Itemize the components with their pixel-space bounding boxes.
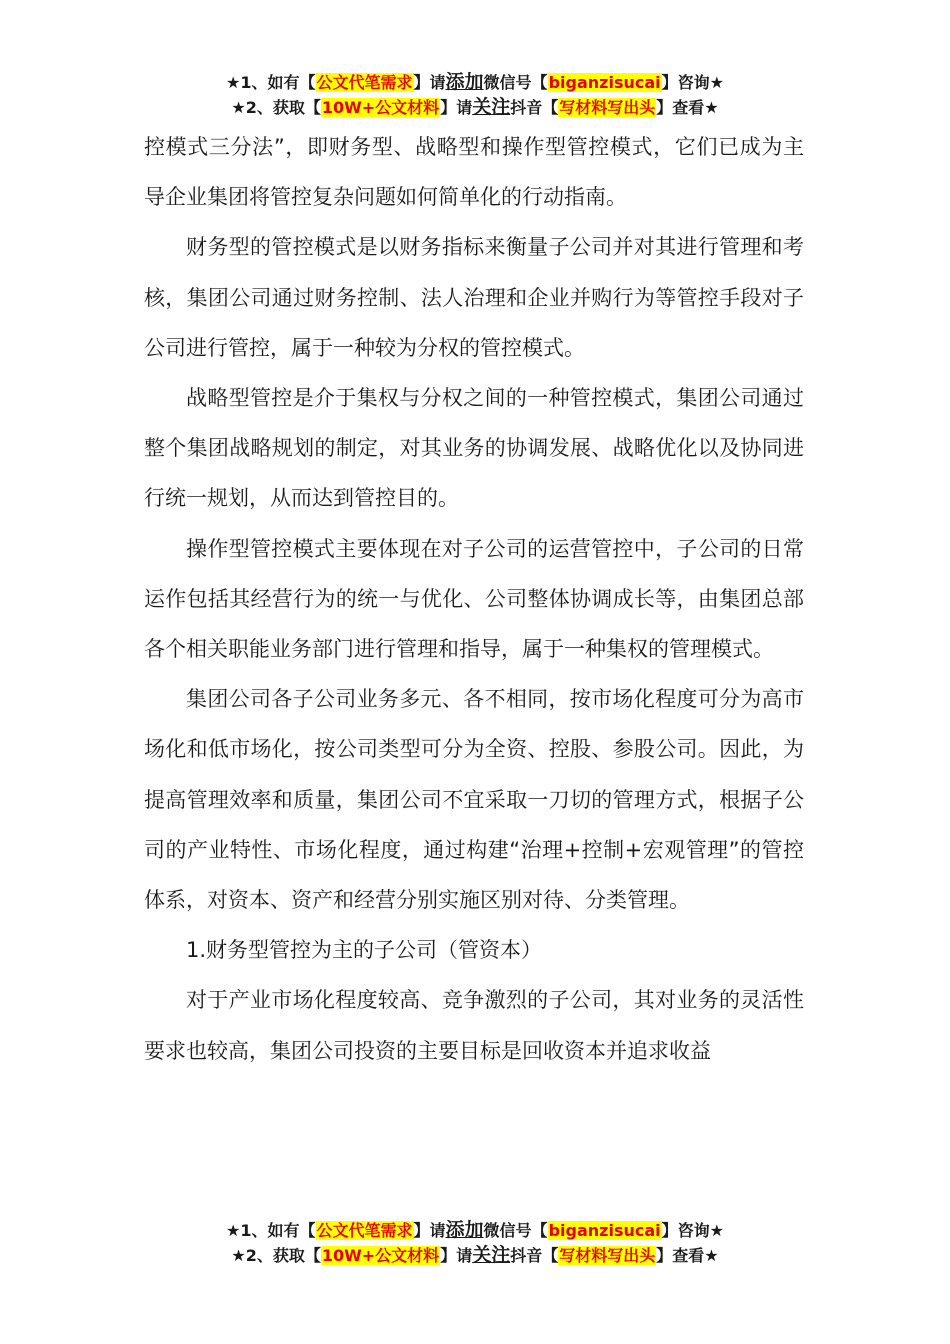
banner-text: 】咨询★: [661, 73, 724, 92]
banner-emphasis: 关注: [472, 1244, 511, 1266]
banner-text: 】请: [440, 1246, 473, 1265]
paragraph: 战略型管控是介于集权与分权之间的一种管控模式，集团公司通过整个集团战略规划的制定，对其业务的协调发展、战略优化以及协同进行统一规划，从而达到管控目的。: [144, 386, 804, 511]
paragraph: 操作型管控模式主要体现在对子公司的运营管控中，子公司的日常运作包括其经营行为的统一与优化、公司整体协调成长等，由集团总部各个相关职能业务部门进行管理和指导，属于一种集权的管理模式。: [144, 536, 804, 662]
banner-emphasis: 添加: [445, 71, 484, 93]
banner-highlight: 写材料写出头: [559, 1246, 656, 1265]
banner-text: 】查看★: [656, 98, 719, 117]
banner-text: 抖音【: [510, 98, 559, 117]
banner-text: 】查看★: [656, 1246, 719, 1265]
banner-text: 微信号【: [483, 1221, 548, 1240]
banner-highlight: 写材料写出头: [559, 98, 656, 117]
banner-text: 微信号【: [483, 73, 548, 92]
banner-text: ★1、如有【: [226, 1221, 316, 1240]
banner-text: 】咨询★: [661, 1221, 724, 1240]
banner-text: ★2、获取【: [231, 98, 321, 117]
banner-highlight: biganzisucai: [548, 1221, 661, 1240]
banner-highlight: biganzisucai: [548, 73, 661, 92]
banner-line-1: [0, 1218, 950, 1243]
banner-highlight: 10W+公文材料: [321, 98, 440, 117]
banner-text: 抖音【: [510, 1246, 559, 1265]
banner-text: 】请: [413, 73, 446, 92]
paragraph: 财务型的管控模式是以财务指标来衡量子公司并对其进行管理和考核，集团公司通过财务控制、法人治理和企业并购行为等管控手段对子公司进行管控，属于一种较为分权的管控模式。: [144, 235, 804, 360]
section-heading: 1.财务型管控为主的子公司（管资本）: [186, 938, 543, 963]
banner-text: ★1、如有【: [226, 73, 316, 92]
banner-highlight: 公文代笔需求: [316, 1221, 413, 1240]
banner-line-2: [0, 1243, 950, 1268]
banner-text: ★2、获取【: [231, 1246, 321, 1265]
document-body: [144, 122, 804, 1076]
header-banner: [0, 70, 950, 120]
banner-highlight: 10W+公文材料: [321, 1246, 440, 1265]
footer-banner: [0, 1218, 950, 1268]
banner-emphasis: 关注: [472, 96, 511, 118]
paragraph: 对于产业市场化程度较高、竞争激烈的子公司，其对业务的灵活性要求也较高，集团公司投资的主要目标是回收资本并追求收益: [144, 988, 804, 1063]
paragraph: 控模式三分法”，即财务型、战略型和操作型管控模式，它们已成为主导企业集团将管控复杂问题如何简单化的行动指南。: [144, 135, 804, 210]
banner-text: 】请: [440, 98, 473, 117]
banner-line-1: [0, 70, 950, 95]
banner-emphasis: 添加: [445, 1219, 484, 1241]
paragraph: 集团公司各子公司业务多元、各不相同，按市场化程度可分为高市场化和低市场化，按公司类型可分为全资、控股、参股公司。因此，为提高管理效率和质量，集团公司不宜采取一刀切的管理方式，根据子公司的产业特性、市场化程度，通过构建“治理+控制+宏观管理”的管控体系，对资本、资产和经营分别实施区别对待、分类管理。: [144, 687, 804, 913]
banner-text: 】请: [413, 1221, 446, 1240]
banner-line-2: [0, 95, 950, 120]
banner-highlight: 公文代笔需求: [316, 73, 413, 92]
